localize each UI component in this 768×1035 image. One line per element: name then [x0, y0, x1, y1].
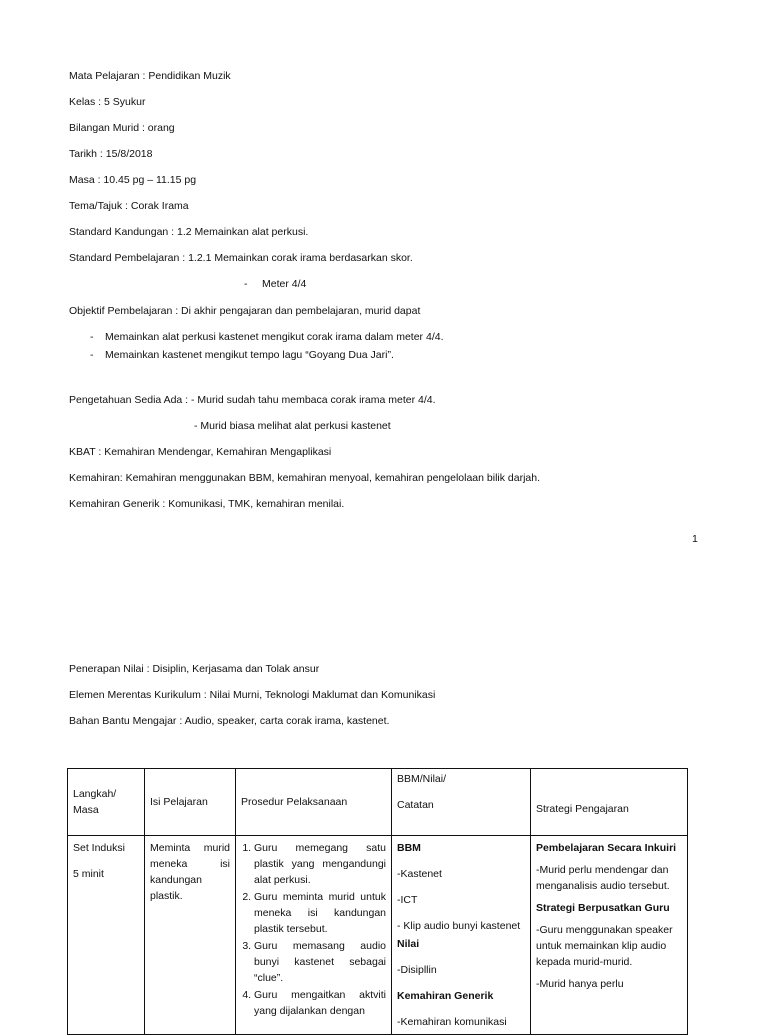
procedure-step: 1. Guru memegang satu plastik yang mengandungi alat perkusi.	[254, 840, 386, 888]
bbm-item: -Kastenet	[397, 868, 442, 880]
bullet-dash: -	[90, 331, 94, 343]
procedure-step: 2. Guru meminta murid untuk meneka isi kandungan plastik tersebut.	[254, 889, 386, 937]
objective-item-text: Memainkan kastenet mengikut tempo lagu “Goyang Dua Jari”.	[105, 349, 394, 361]
generic-item: -Kemahiran komunikasi	[397, 1016, 507, 1028]
learning-standard-line: Standard Pembelajaran : 1.2.1 Memainkan corak irama berdasarkan skor.	[69, 252, 413, 264]
skills-line: Kemahiran: Kemahiran menggunakan BBM, kemahiran menyoal, kemahiran pengelolaan bilik darjah.	[69, 472, 541, 484]
cross-curricular-line: Elemen Merentas Kurikulum : Nilai Murni, Teknologi Maklumat dan Komunikasi	[69, 689, 436, 701]
bbm-heading: BBM	[397, 842, 421, 854]
strategy-heading: Strategi Berpusatkan Guru	[536, 902, 670, 914]
date-line: Tarikh : 15/8/2018	[69, 148, 153, 160]
table-header-row	[68, 769, 688, 836]
bbm-item: - Klip audio bunyi kastenet	[397, 920, 521, 932]
strategy-text: -Murid hanya perlu	[536, 978, 624, 990]
students-line: Bilangan Murid : orang	[69, 122, 175, 134]
header-bbm: BBM/Nilai/ Catatan	[392, 769, 531, 836]
header-procedure: Prosedur Pelaksanaan	[236, 769, 392, 836]
class-line: Kelas : 5 Syukur	[69, 96, 146, 108]
header-step: Langkah/ Masa	[68, 769, 145, 836]
meter-dash: -	[244, 278, 248, 290]
nilai-heading: Nilai	[397, 938, 420, 950]
objective-item-text: Memainkan alat perkusi kastenet mengikut corak irama dalam meter 4/4.	[105, 331, 444, 343]
lesson-plan-table	[67, 768, 688, 1035]
theme-line: Tema/Tajuk : Corak Irama	[69, 200, 189, 212]
cell-step: Set Induksi 5 minit	[68, 836, 145, 1035]
cell-content: Meminta murid meneka isi kandungan plastik.	[145, 836, 236, 1035]
procedure-list	[238, 840, 386, 1019]
meter-line: Meter 4/4	[262, 278, 307, 290]
content-standard-line: Standard Kandungan : 1.2 Memainkan alat perkusi.	[69, 226, 309, 238]
procedure-step: 3. Guru memasang audio bunyi kastenet sebagai “clue”.	[254, 938, 386, 986]
objective-line: Objektif Pembelajaran : Di akhir pengajaran dan pembelajaran, murid dapat	[69, 305, 421, 317]
bullet-dash: -	[90, 349, 94, 361]
cell-procedure	[236, 836, 392, 1035]
prior-knowledge-line-2: - Murid biasa melihat alat perkusi kastenet	[194, 420, 391, 432]
subject-line: Mata Pelajaran : Pendidikan Muzik	[69, 70, 231, 82]
strategy-heading: Pembelajaran Secara Inkuiri	[536, 842, 677, 854]
page-number: 1	[692, 533, 698, 545]
header-content: Isi Pelajaran	[145, 769, 236, 836]
objective-item	[90, 330, 444, 344]
teaching-aids-line: Bahan Bantu Mengajar : Audio, speaker, carta corak irama, kastenet.	[69, 715, 390, 727]
header-strategy: Strategi Pengajaran	[531, 769, 688, 836]
kbat-line: KBAT : Kemahiran Mendengar, Kemahiran Mengaplikasi	[69, 446, 332, 458]
values-line: Penerapan Nilai : Disiplin, Kerjasama dan Tolak ansur	[69, 663, 320, 675]
table-row	[68, 836, 688, 1035]
time-line: Masa : 10.45 pg – 11.15 pg	[69, 174, 197, 186]
generic-heading: Kemahiran Generik	[397, 990, 494, 1002]
bbm-item: -ICT	[397, 894, 418, 906]
nilai-item: -Disipllin	[397, 964, 437, 976]
generic-skills-line: Kemahiran Generik : Komunikasi, TMK, kemahiran menilai.	[69, 498, 345, 510]
objective-item	[90, 348, 394, 362]
strategy-text: -Guru menggunakan speaker untuk memainkan klip audio kepada murid-murid.	[536, 924, 673, 968]
strategy-text: -Murid perlu mendengar dan menganalisis audio tersebut.	[536, 864, 670, 892]
prior-knowledge-line: Pengetahuan Sedia Ada : - Murid sudah tahu membaca corak irama meter 4/4.	[69, 394, 436, 406]
procedure-step: 4. Guru mengaitkan aktviti yang dijalankan dengan	[254, 987, 386, 1019]
cell-bbm	[392, 836, 531, 1035]
cell-strategy	[531, 836, 688, 1035]
